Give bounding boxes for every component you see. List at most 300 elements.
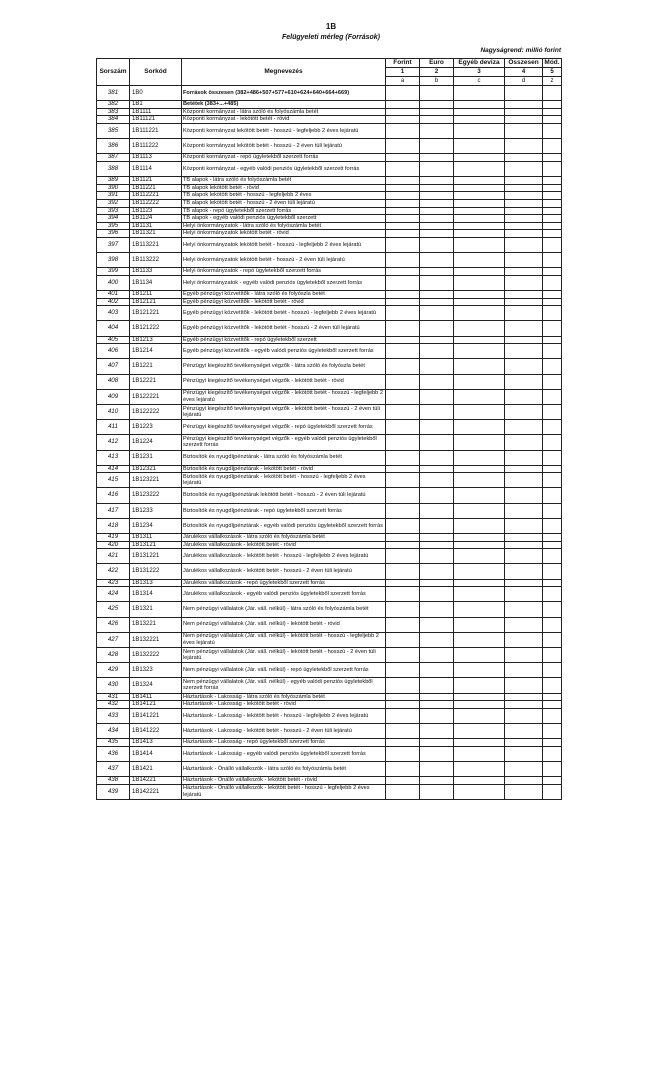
row-value-euro[interactable] xyxy=(420,473,454,488)
row-value-osszesen[interactable] xyxy=(505,123,543,138)
row-value-euro[interactable] xyxy=(420,230,454,238)
row-value-euro[interactable] xyxy=(420,708,454,723)
row-value-forint[interactable] xyxy=(386,321,420,336)
row-value-euro[interactable] xyxy=(420,344,454,359)
row-value-forint[interactable] xyxy=(386,708,420,723)
row-value-euro[interactable] xyxy=(420,503,454,518)
row-value-mod[interactable] xyxy=(543,192,562,200)
row-value-mod[interactable] xyxy=(543,139,562,154)
row-value-egyeb-deviza[interactable] xyxy=(454,321,505,336)
row-value-mod[interactable] xyxy=(543,777,562,785)
row-value-egyeb-deviza[interactable] xyxy=(454,746,505,761)
row-value-egyeb-deviza[interactable] xyxy=(454,374,505,389)
row-value-osszesen[interactable] xyxy=(505,518,543,533)
row-value-egyeb-deviza[interactable] xyxy=(454,154,505,162)
row-value-mod[interactable] xyxy=(543,693,562,701)
row-value-egyeb-deviza[interactable] xyxy=(454,215,505,223)
row-value-euro[interactable] xyxy=(420,275,454,290)
row-value-osszesen[interactable] xyxy=(505,647,543,662)
row-value-mod[interactable] xyxy=(543,184,562,192)
row-value-forint[interactable] xyxy=(386,207,420,215)
row-sorszam: 402 xyxy=(97,298,130,306)
row-value-osszesen[interactable] xyxy=(505,420,543,435)
row-value-forint[interactable] xyxy=(386,291,420,299)
row-value-mod[interactable] xyxy=(543,237,562,252)
row-value-osszesen[interactable] xyxy=(505,488,543,503)
row-value-forint[interactable] xyxy=(386,693,420,701)
row-value-euro[interactable] xyxy=(420,336,454,344)
row-value-forint[interactable] xyxy=(386,602,420,617)
row-value-euro[interactable] xyxy=(420,268,454,276)
row-value-euro[interactable] xyxy=(420,306,454,321)
row-value-euro[interactable] xyxy=(420,298,454,306)
row-value-osszesen[interactable] xyxy=(505,207,543,215)
row-value-euro[interactable] xyxy=(420,784,454,799)
row-value-mod[interactable] xyxy=(543,602,562,617)
row-sorkod: 1B131222 xyxy=(130,564,182,579)
row-value-mod[interactable] xyxy=(543,617,562,632)
row-value-euro[interactable] xyxy=(420,761,454,776)
row-value-osszesen[interactable] xyxy=(505,579,543,587)
row-value-osszesen[interactable] xyxy=(505,139,543,154)
row-value-euro[interactable] xyxy=(420,663,454,678)
row-value-euro[interactable] xyxy=(420,723,454,738)
row-value-osszesen[interactable] xyxy=(505,746,543,761)
row-value-egyeb-deviza[interactable] xyxy=(454,222,505,230)
row-value-egyeb-deviza[interactable] xyxy=(454,701,505,709)
row-value-egyeb-deviza[interactable] xyxy=(454,473,505,488)
row-value-osszesen[interactable] xyxy=(505,450,543,465)
row-value-osszesen[interactable] xyxy=(505,617,543,632)
row-value-euro[interactable] xyxy=(420,192,454,200)
row-value-forint[interactable] xyxy=(386,154,420,162)
row-value-mod[interactable] xyxy=(543,632,562,647)
row-value-mod[interactable] xyxy=(543,549,562,564)
row-value-mod[interactable] xyxy=(543,579,562,587)
row-value-osszesen[interactable] xyxy=(505,192,543,200)
row-value-forint[interactable] xyxy=(386,184,420,192)
row-value-forint[interactable] xyxy=(386,518,420,533)
row-value-mod[interactable] xyxy=(543,663,562,678)
row-value-osszesen[interactable] xyxy=(505,154,543,162)
row-value-mod[interactable] xyxy=(543,344,562,359)
row-value-egyeb-deviza[interactable] xyxy=(454,268,505,276)
row-value-osszesen[interactable] xyxy=(505,359,543,374)
row-value-osszesen[interactable] xyxy=(505,564,543,579)
row-value-forint[interactable] xyxy=(386,701,420,709)
row-value-forint[interactable] xyxy=(386,222,420,230)
row-value-mod[interactable] xyxy=(543,518,562,533)
row-value-egyeb-deviza[interactable] xyxy=(454,253,505,268)
row-value-egyeb-deviza[interactable] xyxy=(454,237,505,252)
row-value-euro[interactable] xyxy=(420,647,454,662)
row-value-forint[interactable] xyxy=(386,549,420,564)
row-value-osszesen[interactable] xyxy=(505,177,543,185)
row-value-euro[interactable] xyxy=(420,123,454,138)
row-value-forint[interactable] xyxy=(386,503,420,518)
row-value-forint[interactable] xyxy=(386,139,420,154)
row-value-mod[interactable] xyxy=(543,161,562,176)
row-value-osszesen[interactable] xyxy=(505,693,543,701)
row-value-mod[interactable] xyxy=(543,116,562,124)
row-value-forint[interactable] xyxy=(386,450,420,465)
row-value-mod[interactable] xyxy=(543,739,562,747)
row-value-egyeb-deviza[interactable] xyxy=(454,404,505,419)
row-value-osszesen[interactable] xyxy=(505,534,543,542)
row-value-egyeb-deviza[interactable] xyxy=(454,306,505,321)
row-value-osszesen[interactable] xyxy=(505,253,543,268)
row-value-mod[interactable] xyxy=(543,784,562,799)
row-value-egyeb-deviza[interactable] xyxy=(454,177,505,185)
row-value-forint[interactable] xyxy=(386,784,420,799)
row-value-forint[interactable] xyxy=(386,108,420,116)
row-value-forint[interactable] xyxy=(386,237,420,252)
row-value-forint[interactable] xyxy=(386,678,420,693)
row-value-mod[interactable] xyxy=(543,564,562,579)
row-value-euro[interactable] xyxy=(420,184,454,192)
row-value-egyeb-deviza[interactable] xyxy=(454,777,505,785)
row-value-euro[interactable] xyxy=(420,321,454,336)
row-value-euro[interactable] xyxy=(420,161,454,176)
row-value-mod[interactable] xyxy=(543,389,562,404)
row-value-osszesen[interactable] xyxy=(505,663,543,678)
row-value-mod[interactable] xyxy=(543,359,562,374)
row-value-euro[interactable] xyxy=(420,579,454,587)
row-value-osszesen[interactable] xyxy=(505,199,543,207)
row-value-egyeb-deviza[interactable] xyxy=(454,199,505,207)
row-value-forint[interactable] xyxy=(386,617,420,632)
row-value-mod[interactable] xyxy=(543,291,562,299)
row-value-forint[interactable] xyxy=(386,275,420,290)
row-value-euro[interactable] xyxy=(420,253,454,268)
row-value-osszesen[interactable] xyxy=(505,268,543,276)
row-value-euro[interactable] xyxy=(420,746,454,761)
row-value-egyeb-deviza[interactable] xyxy=(454,336,505,344)
row-value-mod[interactable] xyxy=(543,534,562,542)
row-value-forint[interactable] xyxy=(386,215,420,223)
row-value-euro[interactable] xyxy=(420,564,454,579)
row-value-osszesen[interactable] xyxy=(505,541,543,549)
row-value-euro[interactable] xyxy=(420,108,454,116)
row-value-osszesen[interactable] xyxy=(505,237,543,252)
row-value-mod[interactable] xyxy=(543,465,562,473)
row-value-mod[interactable] xyxy=(543,404,562,419)
row-value-forint[interactable] xyxy=(386,86,420,101)
row-value-mod[interactable] xyxy=(543,587,562,602)
row-value-euro[interactable] xyxy=(420,534,454,542)
row-value-osszesen[interactable] xyxy=(505,336,543,344)
row-value-egyeb-deviza[interactable] xyxy=(454,708,505,723)
row-value-osszesen[interactable] xyxy=(505,389,543,404)
row-value-egyeb-deviza[interactable] xyxy=(454,602,505,617)
row-value-euro[interactable] xyxy=(420,139,454,154)
row-value-forint[interactable] xyxy=(386,344,420,359)
row-value-euro[interactable] xyxy=(420,86,454,101)
row-value-mod[interactable] xyxy=(543,268,562,276)
row-value-osszesen[interactable] xyxy=(505,230,543,238)
row-value-euro[interactable] xyxy=(420,237,454,252)
row-value-euro[interactable] xyxy=(420,420,454,435)
row-value-mod[interactable] xyxy=(543,275,562,290)
row-value-egyeb-deviza[interactable] xyxy=(454,488,505,503)
row-value-mod[interactable] xyxy=(543,746,562,761)
row-value-forint[interactable] xyxy=(386,404,420,419)
row-sorkod: 1B1214 xyxy=(130,344,182,359)
row-value-forint[interactable] xyxy=(386,389,420,404)
row-value-osszesen[interactable] xyxy=(505,678,543,693)
row-value-osszesen[interactable] xyxy=(505,108,543,116)
row-value-egyeb-deviza[interactable] xyxy=(454,549,505,564)
row-value-egyeb-deviza[interactable] xyxy=(454,389,505,404)
row-value-egyeb-deviza[interactable] xyxy=(454,465,505,473)
row-value-forint[interactable] xyxy=(386,564,420,579)
row-value-osszesen[interactable] xyxy=(505,321,543,336)
row-value-mod[interactable] xyxy=(543,761,562,776)
row-value-egyeb-deviza[interactable] xyxy=(454,435,505,450)
row-value-osszesen[interactable] xyxy=(505,503,543,518)
row-value-egyeb-deviza[interactable] xyxy=(454,139,505,154)
row-value-euro[interactable] xyxy=(420,450,454,465)
row-value-egyeb-deviza[interactable] xyxy=(454,587,505,602)
row-value-euro[interactable] xyxy=(420,215,454,223)
row-value-mod[interactable] xyxy=(543,723,562,738)
row-value-osszesen[interactable] xyxy=(505,215,543,223)
row-value-egyeb-deviza[interactable] xyxy=(454,101,505,109)
row-value-egyeb-deviza[interactable] xyxy=(454,663,505,678)
row-value-mod[interactable] xyxy=(543,450,562,465)
row-value-forint[interactable] xyxy=(386,579,420,587)
row-value-forint[interactable] xyxy=(386,298,420,306)
row-value-egyeb-deviza[interactable] xyxy=(454,723,505,738)
row-value-forint[interactable] xyxy=(386,761,420,776)
row-value-mod[interactable] xyxy=(543,306,562,321)
row-value-mod[interactable] xyxy=(543,321,562,336)
row-value-egyeb-deviza[interactable] xyxy=(454,108,505,116)
row-value-egyeb-deviza[interactable] xyxy=(454,207,505,215)
row-value-euro[interactable] xyxy=(420,404,454,419)
row-value-euro[interactable] xyxy=(420,465,454,473)
row-value-forint[interactable] xyxy=(386,746,420,761)
row-value-euro[interactable] xyxy=(420,488,454,503)
row-value-mod[interactable] xyxy=(543,336,562,344)
row-value-mod[interactable] xyxy=(543,473,562,488)
row-value-osszesen[interactable] xyxy=(505,587,543,602)
row-value-osszesen[interactable] xyxy=(505,632,543,647)
row-value-forint[interactable] xyxy=(386,723,420,738)
row-value-egyeb-deviza[interactable] xyxy=(454,230,505,238)
row-value-euro[interactable] xyxy=(420,154,454,162)
row-value-mod[interactable] xyxy=(543,86,562,101)
row-value-euro[interactable] xyxy=(420,177,454,185)
row-value-egyeb-deviza[interactable] xyxy=(454,693,505,701)
row-value-forint[interactable] xyxy=(386,534,420,542)
row-value-egyeb-deviza[interactable] xyxy=(454,192,505,200)
row-value-osszesen[interactable] xyxy=(505,723,543,738)
row-value-egyeb-deviza[interactable] xyxy=(454,678,505,693)
row-value-forint[interactable] xyxy=(386,465,420,473)
row-value-forint[interactable] xyxy=(386,777,420,785)
row-value-mod[interactable] xyxy=(543,222,562,230)
row-value-osszesen[interactable] xyxy=(505,701,543,709)
row-value-euro[interactable] xyxy=(420,632,454,647)
row-value-forint[interactable] xyxy=(386,647,420,662)
row-value-euro[interactable] xyxy=(420,617,454,632)
row-value-mod[interactable] xyxy=(543,215,562,223)
row-value-egyeb-deviza[interactable] xyxy=(454,784,505,799)
row-value-euro[interactable] xyxy=(420,777,454,785)
row-value-osszesen[interactable] xyxy=(505,739,543,747)
row-value-egyeb-deviza[interactable] xyxy=(454,161,505,176)
row-value-egyeb-deviza[interactable] xyxy=(454,298,505,306)
row-value-euro[interactable] xyxy=(420,389,454,404)
row-value-mod[interactable] xyxy=(543,199,562,207)
row-value-euro[interactable] xyxy=(420,739,454,747)
row-value-osszesen[interactable] xyxy=(505,161,543,176)
row-value-egyeb-deviza[interactable] xyxy=(454,291,505,299)
row-sorkod: 1B1311 xyxy=(130,534,182,542)
row-value-egyeb-deviza[interactable] xyxy=(454,116,505,124)
row-value-forint[interactable] xyxy=(386,488,420,503)
row-value-osszesen[interactable] xyxy=(505,784,543,799)
row-value-mod[interactable] xyxy=(543,701,562,709)
row-value-egyeb-deviza[interactable] xyxy=(454,420,505,435)
row-value-euro[interactable] xyxy=(420,602,454,617)
row-value-forint[interactable] xyxy=(386,192,420,200)
row-value-euro[interactable] xyxy=(420,678,454,693)
row-value-osszesen[interactable] xyxy=(505,344,543,359)
row-value-forint[interactable] xyxy=(386,123,420,138)
row-value-mod[interactable] xyxy=(543,435,562,450)
row-value-egyeb-deviza[interactable] xyxy=(454,564,505,579)
row-value-osszesen[interactable] xyxy=(505,473,543,488)
row-value-osszesen[interactable] xyxy=(505,298,543,306)
row-value-forint[interactable] xyxy=(386,632,420,647)
row-value-forint[interactable] xyxy=(386,420,420,435)
row-value-forint[interactable] xyxy=(386,587,420,602)
row-value-forint[interactable] xyxy=(386,435,420,450)
row-value-egyeb-deviza[interactable] xyxy=(454,275,505,290)
row-value-mod[interactable] xyxy=(543,420,562,435)
row-value-euro[interactable] xyxy=(420,518,454,533)
row-value-osszesen[interactable] xyxy=(505,184,543,192)
row-value-osszesen[interactable] xyxy=(505,602,543,617)
row-value-forint[interactable] xyxy=(386,739,420,747)
row-value-osszesen[interactable] xyxy=(505,777,543,785)
row-value-osszesen[interactable] xyxy=(505,549,543,564)
row-value-osszesen[interactable] xyxy=(505,101,543,109)
row-value-egyeb-deviza[interactable] xyxy=(454,518,505,533)
row-value-mod[interactable] xyxy=(543,488,562,503)
row-value-osszesen[interactable] xyxy=(505,708,543,723)
row-value-mod[interactable] xyxy=(543,503,562,518)
row-value-mod[interactable] xyxy=(543,678,562,693)
row-value-forint[interactable] xyxy=(386,541,420,549)
row-value-egyeb-deviza[interactable] xyxy=(454,739,505,747)
row-value-euro[interactable] xyxy=(420,374,454,389)
row-value-osszesen[interactable] xyxy=(505,761,543,776)
row-value-mod[interactable] xyxy=(543,374,562,389)
row-value-mod[interactable] xyxy=(543,298,562,306)
row-value-osszesen[interactable] xyxy=(505,222,543,230)
row-value-euro[interactable] xyxy=(420,359,454,374)
row-value-euro[interactable] xyxy=(420,701,454,709)
row-value-mod[interactable] xyxy=(543,253,562,268)
row-value-mod[interactable] xyxy=(543,230,562,238)
row-value-forint[interactable] xyxy=(386,306,420,321)
row-value-mod[interactable] xyxy=(543,123,562,138)
row-value-forint[interactable] xyxy=(386,336,420,344)
row-value-osszesen[interactable] xyxy=(505,465,543,473)
row-value-forint[interactable] xyxy=(386,161,420,176)
row-value-forint[interactable] xyxy=(386,101,420,109)
row-value-mod[interactable] xyxy=(543,154,562,162)
row-value-euro[interactable] xyxy=(420,693,454,701)
row-value-egyeb-deviza[interactable] xyxy=(454,503,505,518)
row-value-egyeb-deviza[interactable] xyxy=(454,123,505,138)
row-value-osszesen[interactable] xyxy=(505,374,543,389)
row-value-mod[interactable] xyxy=(543,101,562,109)
row-value-forint[interactable] xyxy=(386,116,420,124)
row-value-mod[interactable] xyxy=(543,541,562,549)
row-value-egyeb-deviza[interactable] xyxy=(454,632,505,647)
row-value-euro[interactable] xyxy=(420,541,454,549)
row-value-mod[interactable] xyxy=(543,708,562,723)
row-value-egyeb-deviza[interactable] xyxy=(454,184,505,192)
row-value-egyeb-deviza[interactable] xyxy=(454,86,505,101)
row-value-osszesen[interactable] xyxy=(505,306,543,321)
row-value-osszesen[interactable] xyxy=(505,275,543,290)
row-value-egyeb-deviza[interactable] xyxy=(454,579,505,587)
row-value-euro[interactable] xyxy=(420,435,454,450)
row-value-euro[interactable] xyxy=(420,222,454,230)
row-value-euro[interactable] xyxy=(420,199,454,207)
row-value-euro[interactable] xyxy=(420,101,454,109)
row-value-egyeb-deviza[interactable] xyxy=(454,344,505,359)
row-value-osszesen[interactable] xyxy=(505,291,543,299)
row-value-egyeb-deviza[interactable] xyxy=(454,647,505,662)
row-value-forint[interactable] xyxy=(386,268,420,276)
row-value-osszesen[interactable] xyxy=(505,86,543,101)
row-value-osszesen[interactable] xyxy=(505,404,543,419)
row-value-forint[interactable] xyxy=(386,473,420,488)
row-value-forint[interactable] xyxy=(386,663,420,678)
row-value-egyeb-deviza[interactable] xyxy=(454,359,505,374)
row-value-mod[interactable] xyxy=(543,207,562,215)
row-value-mod[interactable] xyxy=(543,177,562,185)
row-value-egyeb-deviza[interactable] xyxy=(454,450,505,465)
row-value-forint[interactable] xyxy=(386,253,420,268)
row-value-forint[interactable] xyxy=(386,359,420,374)
row-value-egyeb-deviza[interactable] xyxy=(454,761,505,776)
row-value-euro[interactable] xyxy=(420,116,454,124)
header-num-1: 1 xyxy=(386,68,420,77)
row-value-euro[interactable] xyxy=(420,291,454,299)
row-value-egyeb-deviza[interactable] xyxy=(454,534,505,542)
row-value-mod[interactable] xyxy=(543,647,562,662)
row-value-osszesen[interactable] xyxy=(505,116,543,124)
row-value-euro[interactable] xyxy=(420,587,454,602)
row-value-forint[interactable] xyxy=(386,374,420,389)
row-value-mod[interactable] xyxy=(543,108,562,116)
row-value-egyeb-deviza[interactable] xyxy=(454,541,505,549)
row-value-euro[interactable] xyxy=(420,549,454,564)
row-value-egyeb-deviza[interactable] xyxy=(454,617,505,632)
row-value-osszesen[interactable] xyxy=(505,435,543,450)
row-value-forint[interactable] xyxy=(386,230,420,238)
row-value-forint[interactable] xyxy=(386,177,420,185)
row-value-forint[interactable] xyxy=(386,199,420,207)
row-value-euro[interactable] xyxy=(420,207,454,215)
